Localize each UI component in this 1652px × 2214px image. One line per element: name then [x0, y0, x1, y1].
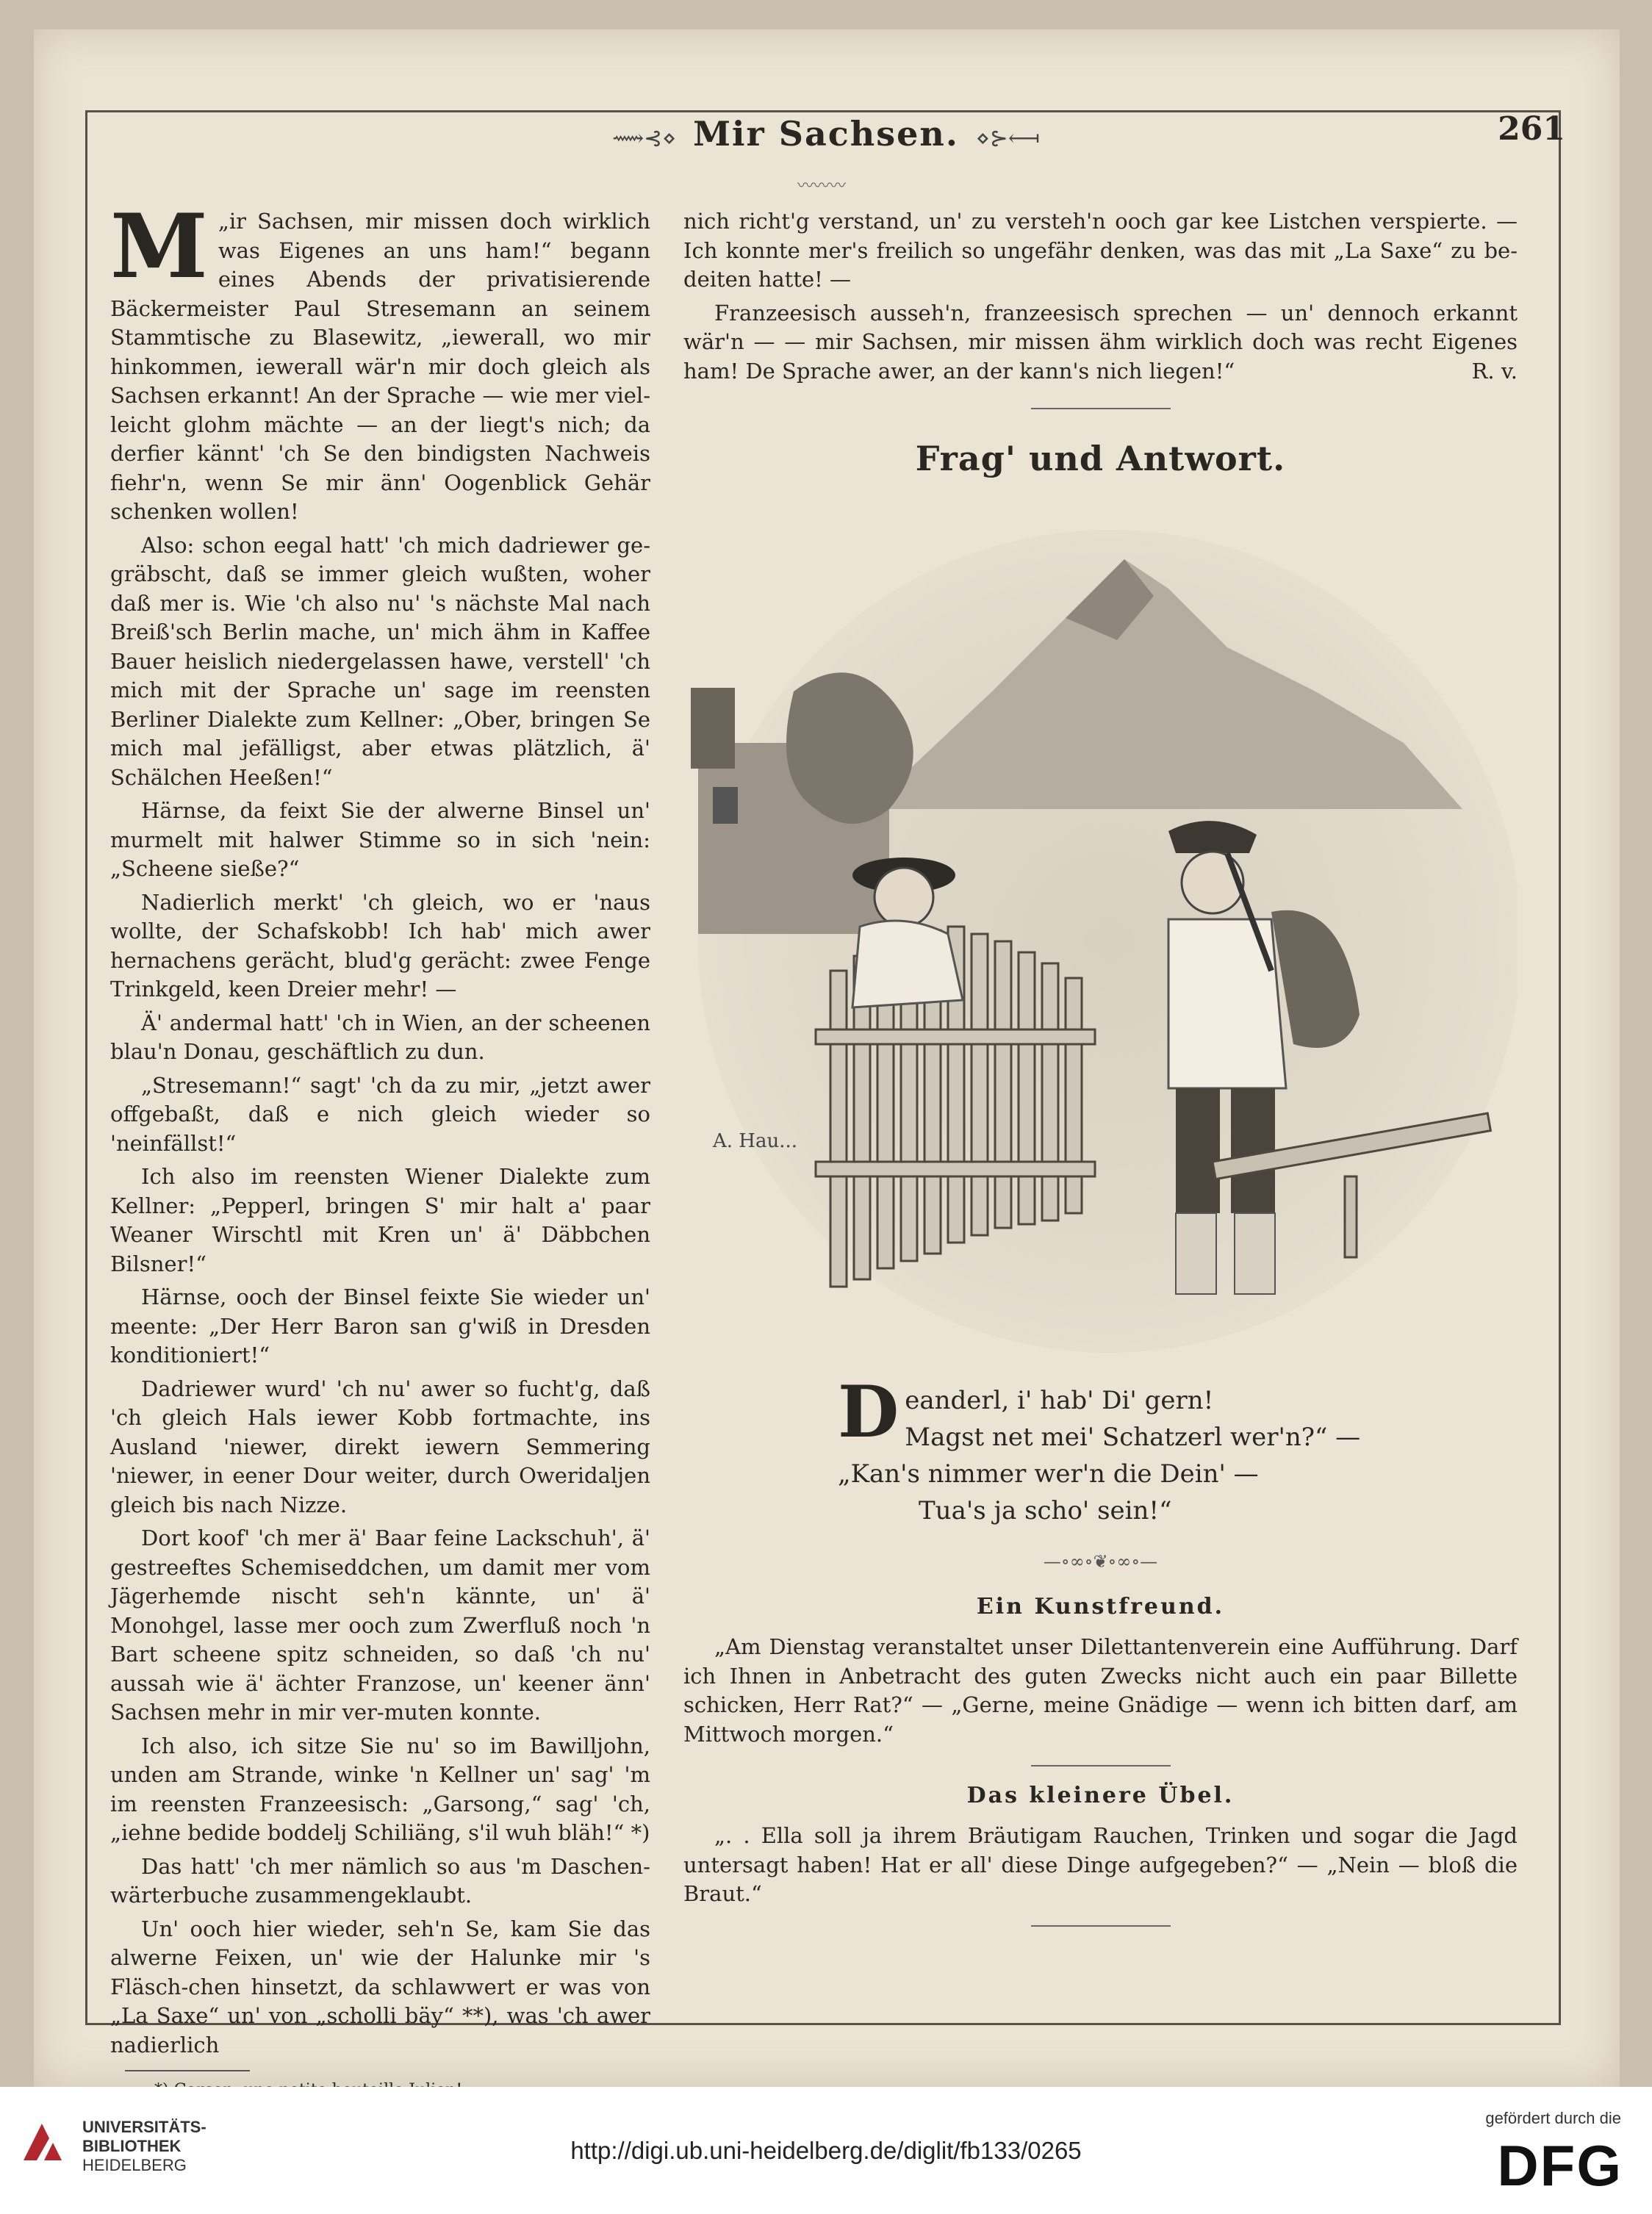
- drop-cap: D: [838, 1370, 899, 1453]
- poem-line: Magst net mei' Schatzerl wer'n?“ —: [905, 1423, 1361, 1452]
- section-divider: [1031, 1765, 1171, 1766]
- article-paragraph: „. . Ella soll ja ihrem Bräutigam Rauchen, Trinken und sogar die Jagd untersagt haben! Hat er all' diese Dinge aufgegeben?“ — „Nein — bloß die Braut.“: [683, 1823, 1518, 1906]
- section-title: Frag' und Antwort.: [915, 439, 1286, 478]
- article-paragraph: Härnse, da feixt Sie der alwerne Binsel un' murmelt mit halwer Stimme so in sich 'nein: „Scheene sieße?“: [110, 798, 650, 881]
- header-ornament-right: ⋄⊱⟻: [975, 126, 1040, 151]
- permalink-url[interactable]: http://digi.ub.uni-heidelberg.de/diglit/fb133/0265: [570, 2137, 1082, 2164]
- article-paragraph: Nadierlich merkt' 'ch gleich, wo er 'naus wollte, der Schafskobb! Ich hab' mich awer hernachens gerächt, blud'g gerächt: zwee Fenge Trinkgeld, keen Dreier mehr! —: [110, 889, 650, 1002]
- running-header: [0, 114, 1652, 154]
- section-title: Ein Kunstfreund.: [976, 1594, 1225, 1620]
- artist-signature: A. Hau...: [713, 1130, 798, 1152]
- left-column: [110, 195, 650, 2126]
- article-paragraph: M „ir Sachsen, mir missen doch wirklich was Eigenes an uns ham!“ begann eines Abends der privatisierende Bäckermeister Paul Stresemann an seinem Stammtische zu Blasewitz, „iewerall, wo mir hinkommen, iewerall wär'n mir doch gleich als Sachsen erkannt! An der Sprache — wie mer viel-leicht glohm mächte — an der liegt's nich; da derfier kännt' 'ch Se den bindigsten Nachweis fiehr'n, wenn Se mir änn' Oogenblick Gehär schenken wollen!: [110, 195, 650, 524]
- poem-line: eanderl, i' hab' Di' gern!: [905, 1386, 1214, 1415]
- article-paragraph: Ich also, ich sitze Sie nu' so im Bawilljohn, unden am Strande, winke 'n Kellner un' sag' 'm im reensten Franzeesisch: „Garsong,“ sag' 'ch, „iehne bedide boddelj Schiliäng, s'il wuh bläh!“ *): [110, 1733, 650, 1845]
- drop-cap: M: [110, 195, 208, 298]
- article-paragraph: „Am Dienstag veranstaltet unser Dilettantenverein eine Aufführung. Darf ich Ihnen in Anbetracht des guten Zwecks nicht auch ein paar Billette schicken, Herr Rat?“ — „Gerne, meine Gnädige — wenn ich bitten darf, am Mittwoch morgen.“: [683, 1634, 1518, 1747]
- poem-line: „Kan's nimmer wer'n die Dein' —: [838, 1459, 1259, 1489]
- article-paragraph: Also: schon eegal hatt' 'ch mich dadriewer ge-gräbscht, daß se immer gleich wußten, woher daß mer is. Wie 'ch also nu' 's nächste Mal nach Breiß'sch Berlin mache, un' mich ähm in Kaffee Bauer heislich niedergelassen hawe, verstell' 'ch mich mit der Sprache un' sage im reensten Berliner Dialekte zum Kellner: „Ober, bringen Se mich mal jefälligst, aber etwas plätzlich, ä' Schälchen Heeßen!“: [110, 532, 650, 790]
- woman-figure: [852, 858, 963, 1007]
- library-name: UNIVERSITÄTS- BIBLIOTHEK HEIDELBERG: [82, 2118, 206, 2174]
- article-paragraph: Dort koof' 'ch mer ä' Baar feine Lackschuh', ä' gestreeftes Schemiseddchen, um damit mer vom Jägerhemde nischt seh'n kännte, un' ä' Monohgel, lasse mer ooch zum Zwerfluß noch 'n Bart scheene spitz schneiden, so daß 'ch nu' aussah wie ä' ächter Franzose, un' keener änn' Sachsen mehr in mir ver-muten konnte.: [110, 1525, 650, 1725]
- ornamental-divider: —∘∞∘❦∘∞∘—: [1043, 1551, 1158, 1572]
- poem-line: Tua's ja scho' sein!“: [919, 1496, 1172, 1525]
- right-column: [683, 207, 1518, 1943]
- poem: [838, 1370, 1518, 1529]
- chimney: [691, 688, 735, 769]
- article-paragraph: Das hatt' 'ch mer nämlich so aus 'm Daschen-wärterbuche zusammengeklaubt.: [110, 1853, 650, 1908]
- viewer-footer: [0, 2087, 1652, 2214]
- article-paragraph: Ich also im reensten Wiener Dialekte zum Kellner: „Pepperl, bringen S' mir halt a' paar Weaner Wirschtl mit Kren un' ä' Däbbchen Bilsner!“: [110, 1164, 650, 1276]
- section-divider: [1031, 408, 1171, 409]
- illustration-couple-at-fence: [683, 500, 1518, 1367]
- section-divider: [1031, 1925, 1171, 1927]
- page-number: 261: [1498, 110, 1565, 148]
- page-title: Mir Sachsen.: [693, 114, 959, 154]
- article-paragraph: Dadriewer wurd' 'ch nu' awer so fucht'g, daß 'ch gleich Hals iewer Kobb fortmachte, ins Ausland 'niewer, direkt iewern Semmering 'niewer, in eener Dour weiter, durch Oweridaljen gleich bis nach Nizze.: [110, 1376, 650, 1517]
- dfg-logo: DFG: [1497, 2133, 1623, 2198]
- article-paragraph: Ä' andermal hatt' 'ch in Wien, an der scheenen blau'n Donau, geschäftlich zu dun.: [110, 1010, 650, 1064]
- article-paragraph: „Stresemann!“ sagt' 'ch da zu mir, „jetzt awer offgebaßt, daß e nich gleich wieder so 'neinfällst!“: [110, 1072, 650, 1156]
- engraving-illustration: [683, 500, 1518, 1367]
- footnote-divider: [125, 2070, 250, 2071]
- article-paragraph: Härnse, ooch der Binsel feixte Sie wieder un' meente: „Der Herr Baron san g'wiß in Dresden konditioniert!“: [110, 1284, 650, 1367]
- header-ornament-left: ⟿⊰⋄: [612, 126, 677, 151]
- title-wave-ornament: 〰〰〰: [797, 177, 847, 195]
- sponsor-label: gefördert durch die: [1485, 2109, 1621, 2127]
- author-signature: R. v.: [1471, 358, 1518, 384]
- article-paragraph: Franzeesisch ausseh'n, franzeesisch sprechen — un' dennoch erkannt wär'n — — mir Sachsen, mir missen ähm wirklich doch was recht Eigenes ham! De Sprache awer, an der kann's nich liegen!“ R. v.: [683, 299, 1518, 387]
- section-title: Das kleinere Übel.: [966, 1783, 1235, 1808]
- article-paragraph: Un' ooch hier wieder, seh'n Se, kam Sie das alwerne Feixen, un' wie der Halunke mir 's Fläsch-chen hinsetzt, da schlawwert er was von „La Saxe“ un' von „scholli bäy“ **), was 'ch awer nadierlich: [110, 1916, 650, 2057]
- article-paragraph: nich richt'g verstand, un' zu versteh'n ooch gar kee Listchen verspierte. — Ich konnte mer's freilich so ungefähr denken, was das mit „La Saxe“ zu be-deiten hatte! —: [683, 209, 1518, 292]
